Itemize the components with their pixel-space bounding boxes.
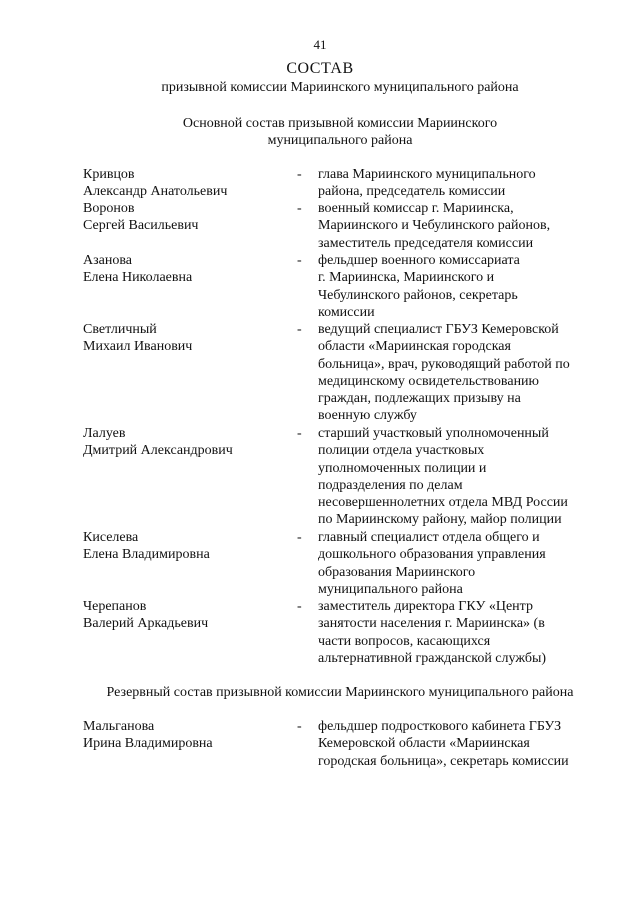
member-name xyxy=(83,718,283,753)
member-given-name: Елена Владимировна xyxy=(83,547,210,563)
member-given-name: Михаил Иванович xyxy=(83,339,193,355)
member-given-name: Ирина Владимировна xyxy=(83,736,213,752)
role-line: занятости населения г. Мариинска» (в xyxy=(318,616,545,632)
role-line: военную службу xyxy=(318,408,417,424)
member-surname: Киселева xyxy=(83,530,139,545)
member-given-name: Елена Николаевна xyxy=(83,270,193,286)
member-given-name: Александр Анатольевич xyxy=(83,184,228,200)
member-role xyxy=(318,598,603,667)
role-line: части вопросов, касающихся xyxy=(318,633,491,649)
member-dash: - xyxy=(297,322,302,337)
member-given-name: Валерий Аркадьевич xyxy=(83,616,209,632)
member-surname: Азанова xyxy=(83,253,132,268)
role-line: области «Мариинская городская xyxy=(318,339,511,355)
role-line: муниципального района xyxy=(318,581,463,597)
member-role xyxy=(318,200,603,252)
member-surname: Лалуев xyxy=(83,426,126,441)
role-line: района, председатель комиссии xyxy=(318,184,506,200)
role-line: глава Мариинского муниципального xyxy=(318,167,536,182)
role-line: подразделения по делам xyxy=(318,477,463,493)
member-dash: - xyxy=(297,201,302,216)
role-line: заместитель директора ГКУ «Центр xyxy=(318,599,533,614)
role-line: альтернативной гражданской службы) xyxy=(318,650,547,666)
heading-line: Резервный состав призывной комиссии Мариинского муниципального района xyxy=(106,685,574,700)
member-role xyxy=(318,718,603,770)
main-composition-heading xyxy=(40,115,640,149)
member-dash: - xyxy=(297,719,302,734)
member-surname: Мальганова xyxy=(83,719,155,734)
role-line: комиссии xyxy=(318,304,375,320)
role-line: ведущий специалист ГБУЗ Кемеровской xyxy=(318,322,559,337)
member-dash: - xyxy=(297,599,302,614)
member-given-name: Дмитрий Александрович xyxy=(83,443,233,459)
member-name xyxy=(83,166,283,201)
member-name xyxy=(83,252,283,287)
role-line: больница», врач, руководящий работой по xyxy=(318,356,570,372)
member-dash: - xyxy=(297,426,302,441)
role-line: заместитель председателя комиссии xyxy=(318,235,534,251)
member-role xyxy=(318,252,603,321)
document-subtitle: призывной комиссии Мариинского муниципального района xyxy=(161,80,519,95)
role-line: старший участковый уполномоченный xyxy=(318,426,549,441)
heading-line: муниципального района xyxy=(267,133,413,148)
member-name xyxy=(83,321,283,356)
role-line: фельдшер подросткового кабинета ГБУЗ xyxy=(318,719,562,734)
member-name xyxy=(83,425,283,460)
role-line: по Мариинскому району, майор полиции xyxy=(318,512,562,528)
role-line: г. Мариинска, Мариинского и xyxy=(318,270,495,286)
role-line: несовершеннолетних отдела МВД России xyxy=(318,495,568,511)
role-line: образования Мариинского xyxy=(318,564,476,580)
role-line: дошкольного образования управления xyxy=(318,547,546,563)
role-line: полиции отдела участковых xyxy=(318,443,485,459)
role-line: Чебулинского районов, секретарь xyxy=(318,287,518,303)
member-role xyxy=(318,425,603,529)
heading-line: Основной состав призывной комиссии Мариинского xyxy=(182,116,498,131)
role-line: Мариинского и Чебулинского районов, xyxy=(318,218,551,234)
member-dash: - xyxy=(297,530,302,545)
member-surname: Кривцов xyxy=(83,167,135,182)
member-name xyxy=(83,529,283,564)
member-surname: Черепанов xyxy=(83,599,147,614)
member-role xyxy=(318,529,603,598)
role-line: Кемеровской области «Мариинская xyxy=(318,736,530,752)
member-dash: - xyxy=(297,253,302,268)
role-line: военный комиссар г. Мариинска, xyxy=(318,201,514,216)
role-line: главный специалист отдела общего и xyxy=(318,530,540,545)
member-name xyxy=(83,598,283,633)
role-line: граждан, подлежащих призыву на xyxy=(318,391,521,407)
member-dash: - xyxy=(297,167,302,182)
member-role xyxy=(318,321,603,425)
reserve-composition-heading xyxy=(40,684,640,701)
member-name xyxy=(83,200,283,235)
role-line: фельдшер военного комиссариата xyxy=(318,253,520,268)
role-line: медицинскому освидетельствованию xyxy=(318,373,540,389)
document-title: СОСТАВ xyxy=(286,60,354,77)
role-line: уполномоченных полиции и xyxy=(318,460,487,476)
role-line: городская больница», секретарь комиссии xyxy=(318,753,569,769)
member-surname: Воронов xyxy=(83,201,135,216)
member-surname: Светличный xyxy=(83,322,157,337)
page-number: 41 xyxy=(313,37,327,52)
member-given-name: Сергей Васильевич xyxy=(83,218,199,234)
member-role xyxy=(318,166,603,201)
